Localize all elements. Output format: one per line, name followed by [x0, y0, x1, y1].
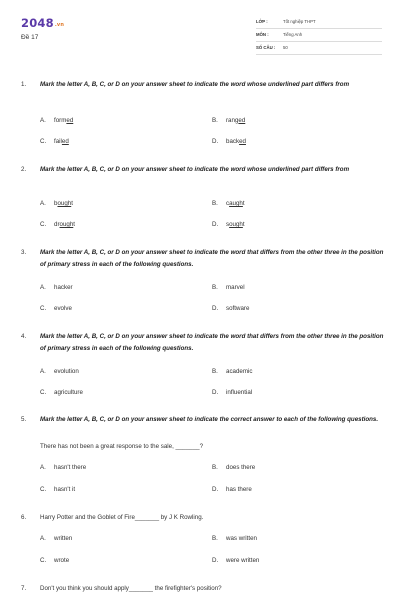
- answer-option[interactable]: C. agriculture: [40, 389, 83, 396]
- meta-count-row: [256, 42, 382, 55]
- answer-option[interactable]: D. were written: [212, 557, 260, 564]
- question-number: 5.: [21, 416, 27, 423]
- question-prompt: Mark the letter A, B, C, or D on your answer sheet to indicate the correct answer to each of the following questions.: [40, 416, 379, 423]
- meta-value: Tốt nghiệp THPT: [283, 19, 316, 24]
- answer-option[interactable]: B. marvel: [212, 284, 245, 291]
- question-number: 2.: [21, 166, 27, 173]
- meta-label: LỚP :: [256, 19, 268, 24]
- question-prompt: Mark the letter A, B, C, or D on your answer sheet to indicate the word that differs from the other three in the position of primary stress in each of the following questions.: [40, 249, 384, 268]
- answer-option[interactable]: C. wrote: [40, 557, 70, 564]
- meta-label: SỐ CÂU :: [256, 45, 276, 50]
- answer-option[interactable]: B. ranged: [212, 117, 246, 124]
- meta-subject-row: [256, 29, 382, 42]
- answer-option[interactable]: A. bought: [40, 200, 73, 207]
- question-stem: Harry Potter and the Goblet of Fire_______ by J K Rowling.: [40, 514, 204, 521]
- answer-option[interactable]: A. hasn't there: [40, 464, 87, 471]
- question-number: 6.: [21, 514, 27, 521]
- question-stem: There has not been a great response to the sale, _______?: [40, 443, 204, 450]
- logo-text: 2048: [21, 16, 54, 30]
- answer-option[interactable]: C. failed: [40, 138, 69, 145]
- answer-option[interactable]: B. caught: [212, 200, 245, 207]
- answer-option[interactable]: C. drought: [40, 221, 76, 228]
- answer-option[interactable]: D. backed: [212, 138, 246, 145]
- answer-option[interactable]: D. sought: [212, 221, 245, 228]
- logo-tld: .vn: [54, 22, 65, 28]
- answer-option[interactable]: A. evolution: [40, 368, 79, 375]
- site-logo[interactable]: [21, 16, 64, 30]
- answer-option[interactable]: B. does there: [212, 464, 256, 471]
- question-number: 3.: [21, 249, 27, 256]
- question-number: 1.: [21, 81, 27, 88]
- meta-class-row: [256, 16, 382, 29]
- question-stem: Don't you think you should apply_______ the firefighter's position?: [40, 585, 222, 592]
- meta-value: 50: [283, 45, 288, 50]
- answer-option[interactable]: A. written: [40, 535, 73, 542]
- question-prompt: Mark the letter A, B, C, or D on your answer sheet to indicate the word that differs from the other three in the position of primary stress in each of the following questions.: [40, 333, 384, 352]
- question-number: 4.: [21, 333, 27, 340]
- answer-option[interactable]: B. academic: [212, 368, 253, 375]
- answer-option[interactable]: D. has there: [212, 486, 252, 493]
- answer-option[interactable]: C. hasn't it: [40, 486, 76, 493]
- question-prompt: Mark the letter A, B, C, or D on your answer sheet to indicate the word whose underlined part differs from: [40, 166, 350, 173]
- answer-option[interactable]: C. evolve: [40, 305, 72, 312]
- question-number: 7.: [21, 585, 27, 592]
- answer-option[interactable]: B. was written: [212, 535, 257, 542]
- answer-option[interactable]: D. software: [212, 305, 250, 312]
- exam-code: Đề 17: [21, 34, 39, 41]
- meta-value: Tiếng Anh: [283, 32, 303, 37]
- question-prompt: Mark the letter A, B, C, or D on your answer sheet to indicate the word whose underlined part differs from: [40, 81, 350, 88]
- meta-label: MÔN :: [256, 32, 269, 37]
- answer-option[interactable]: D. influential: [212, 389, 253, 396]
- answer-option[interactable]: A. hacker: [40, 284, 73, 291]
- answer-option[interactable]: A. formed: [40, 117, 74, 124]
- page-header: [0, 0, 400, 62]
